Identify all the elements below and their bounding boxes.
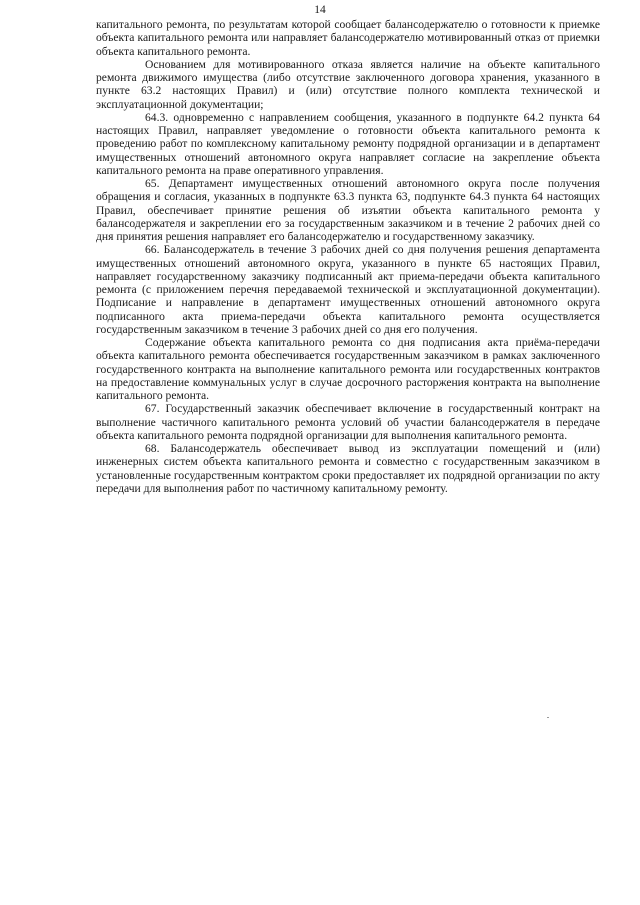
paragraph-67: 67. Государственный заказчик обеспечивает включение в государственный контракт на выполнение частичного капитального ремонта условий об участии балансодержателя в передаче объекта капитального ремонта подрядной организации для выполнения капитального ремонта. — [96, 402, 600, 442]
paragraph-maintenance: Содержание объекта капитального ремонта со дня подписания акта приёма-передачи объекта капитального ремонта обеспечивается государственным заказчиком в рамках заключенного государственного контракта на выполнение капитального ремонта или государственных контрактов на предоставление коммунальных услуг в случае досрочного расторжения контракта на выполнение капитального ремонта. — [96, 336, 600, 402]
page-number: 14 — [314, 4, 326, 16]
scan-speck — [547, 717, 549, 718]
paragraph-65: 65. Департамент имущественных отношений автономного округа после получения обращения и согласия, указанных в подпункте 63.3 пункта 63, подпункте 64.3 пункта 64 настоящих Правил, обеспечивает принятие решения об изъятии объекта капитального ремонта у балансодержателя и закреплении его за государственным заказчиком и в течение 2 рабочих дней со дня принятия решения направляет его балансодержателю и государственному заказчику. — [96, 177, 600, 243]
paragraph-continuation: капитального ремонта, по результатам которой сообщает балансодержателю о готовности к приемке объекта капитального ремонта или направляет балансодержателю мотивированный отказ от приемки объекта капитального ремонта. — [96, 18, 600, 58]
document-body — [96, 18, 600, 495]
paragraph-64-3: 64.3. одновременно с направлением сообщения, указанного в подпункте 64.2 пункта 64 настоящих Правил, направляет уведомление о готовности объекта капитального ремонта к проведению работ по комплексному капитальному ремонту подрядной организации и в департамент имущественных отношений автономного округа направляет согласие на закрепление объекта капитального ремонта на праве оперативного управления. — [96, 110, 600, 177]
paragraph-refusal-grounds: Основанием для мотивированного отказа является наличие на объекте капитального ремонта движимого имущества (либо отсутствие заключенного договора хранения, указанного в пункте 63.2 настоящих Правил) и (или) отсутствие полного комплекта технической и эксплуатационной документации; — [96, 57, 600, 111]
paragraph-66: 66. Балансодержатель в течение 3 рабочих дней со дня получения решения департамента имущественных отношений автономного округа, указанного в пункте 65 настоящих Правил, направляет государственному заказчику подписанный акт приема-передачи объекта капитального ремонта (с приложением перечня передаваемой технической и эксплуатационной документации). Подписание и направление в департамент имущественных отношений автономного округа подписанного акта приема-передачи объекта капитального ремонта осуществляется государственным заказчиком в течение 3 рабочих дней со дня его получения. — [96, 243, 600, 336]
paragraph-68: 68. Балансодержатель обеспечивает вывод из эксплуатации помещений и (или) инженерных систем объекта капитального ремонта и совместно с государственным заказчиком в установленные государственным контрактом сроки предоставляет их подрядной организации по акту передачи для выполнения работ по частичному капитальному ремонту. — [96, 442, 600, 495]
